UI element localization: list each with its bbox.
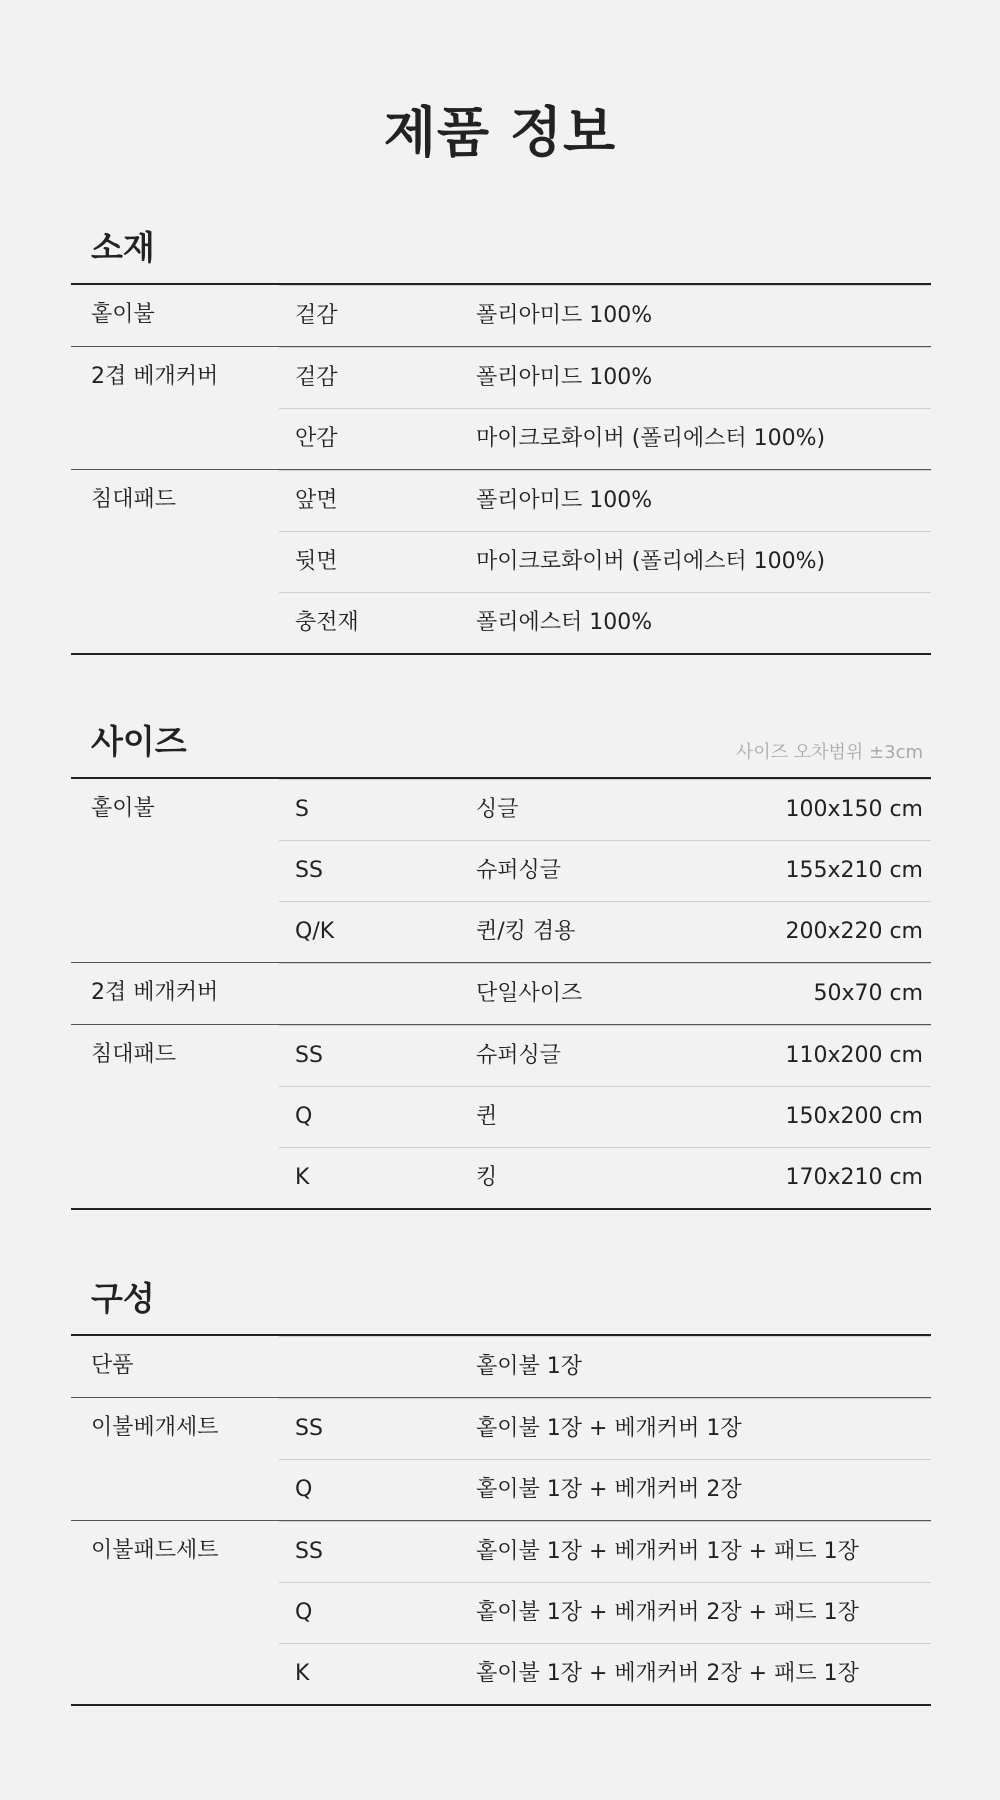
table-row [279, 779, 931, 840]
size-section-title: 사이즈 [91, 722, 187, 761]
composition-value: 홑이불 1장 + 베개커버 2장 + 패드 1장 [476, 1600, 859, 1625]
material-group-bedpad [71, 469, 931, 653]
size-tolerance-note: 사이즈 오차범위 ±3cm [735, 742, 923, 763]
material-part: 겉감 [295, 303, 338, 328]
table-row [279, 592, 931, 653]
composition-code: SS [295, 1539, 323, 1564]
size-group-bedpad [71, 1024, 931, 1208]
size-dimension: 155x210 cm [785, 858, 923, 883]
size-group-label: 홑이불 [91, 796, 155, 821]
composition-value: 홑이불 1장 [476, 1354, 582, 1379]
size-dimension: 100x150 cm [785, 797, 923, 822]
material-value: 폴리아미드 100% [476, 365, 653, 390]
table-row [279, 1336, 931, 1397]
size-dimension: 150x200 cm [785, 1104, 923, 1129]
table-row [279, 408, 931, 469]
material-value: 마이크로화이버 (폴리에스터 100%) [476, 549, 826, 574]
material-value: 폴리에스터 100% [476, 610, 653, 635]
material-section-header [71, 226, 931, 283]
size-dimension: 200x220 cm [785, 919, 923, 944]
size-name: 퀸 [476, 1104, 498, 1129]
composition-code: K [295, 1661, 310, 1686]
composition-group-label: 단품 [91, 1353, 134, 1378]
material-value: 마이크로화이버 (폴리에스터 100%) [476, 426, 826, 451]
material-part: 겉감 [295, 365, 338, 390]
size-code: S [295, 797, 309, 822]
composition-value: 홑이불 1장 + 베개커버 2장 + 패드 1장 [476, 1661, 859, 1686]
composition-section-title: 구성 [91, 1279, 155, 1318]
composition-group-label: 이불패드세트 [91, 1538, 219, 1563]
table-row [279, 840, 931, 901]
table-row [279, 1147, 931, 1208]
table-row [279, 531, 931, 592]
size-name: 싱글 [476, 797, 519, 822]
size-table [71, 777, 931, 1210]
material-group-label: 침대패드 [91, 487, 177, 512]
size-name: 슈퍼싱글 [476, 858, 562, 883]
size-name: 킹 [476, 1165, 498, 1190]
page-title: 제품 정보 [383, 101, 617, 164]
table-row [279, 1521, 931, 1582]
size-group-pillowcover [71, 962, 931, 1024]
composition-section-header [71, 1277, 931, 1334]
table-row [279, 1459, 931, 1520]
composition-value: 홑이불 1장 + 베개커버 2장 [476, 1477, 742, 1502]
size-code: K [295, 1165, 310, 1190]
composition-section [71, 1277, 931, 1706]
material-value: 폴리아미드 100% [476, 303, 653, 328]
table-row [279, 1398, 931, 1459]
table-row [279, 901, 931, 962]
size-section [71, 720, 931, 1210]
table-row [279, 285, 931, 346]
material-section-title: 소재 [91, 228, 155, 267]
table-row [279, 347, 931, 408]
composition-group-single [71, 1336, 931, 1397]
size-section-header [71, 720, 931, 777]
size-code: Q/K [295, 919, 335, 944]
material-part: 안감 [295, 426, 338, 451]
table-row [279, 1025, 931, 1086]
material-group-label: 홑이불 [91, 302, 155, 327]
size-dimension: 170x210 cm [785, 1165, 923, 1190]
table-row [279, 963, 931, 1024]
material-part: 충전재 [295, 610, 359, 635]
composition-group-label: 이불베개세트 [91, 1415, 219, 1440]
material-part: 앞면 [295, 488, 338, 513]
material-part: 뒷면 [295, 549, 338, 574]
composition-group-duvet-pad-set [71, 1520, 931, 1704]
material-group-label: 2겹 베개커버 [91, 364, 219, 389]
size-name: 슈퍼싱글 [476, 1043, 562, 1068]
material-table [71, 283, 931, 655]
size-group-label: 2겹 베개커버 [91, 980, 219, 1005]
size-name: 단일사이즈 [476, 981, 583, 1006]
composition-value: 홑이불 1장 + 베개커버 1장 + 패드 1장 [476, 1539, 859, 1564]
material-value: 폴리아미드 100% [476, 488, 653, 513]
size-dimension: 110x200 cm [785, 1043, 923, 1068]
table-row [279, 1582, 931, 1643]
composition-group-duvet-pillow-set [71, 1397, 931, 1520]
composition-code: Q [295, 1477, 313, 1502]
size-group-sheet [71, 779, 931, 962]
composition-code: SS [295, 1416, 323, 1441]
composition-value: 홑이불 1장 + 베개커버 1장 [476, 1416, 742, 1441]
size-code: SS [295, 858, 323, 883]
material-group-sheet [71, 285, 931, 346]
size-group-label: 침대패드 [91, 1042, 177, 1067]
table-row [279, 470, 931, 531]
size-name: 퀸/킹 겸용 [476, 919, 576, 944]
composition-code: Q [295, 1600, 313, 1625]
size-code: Q [295, 1104, 313, 1129]
table-row [279, 1643, 931, 1704]
size-code: SS [295, 1043, 323, 1068]
material-group-pillowcover [71, 346, 931, 469]
table-row [279, 1086, 931, 1147]
composition-table [71, 1334, 931, 1706]
size-dimension: 50x70 cm [813, 981, 923, 1006]
material-section [71, 226, 931, 655]
